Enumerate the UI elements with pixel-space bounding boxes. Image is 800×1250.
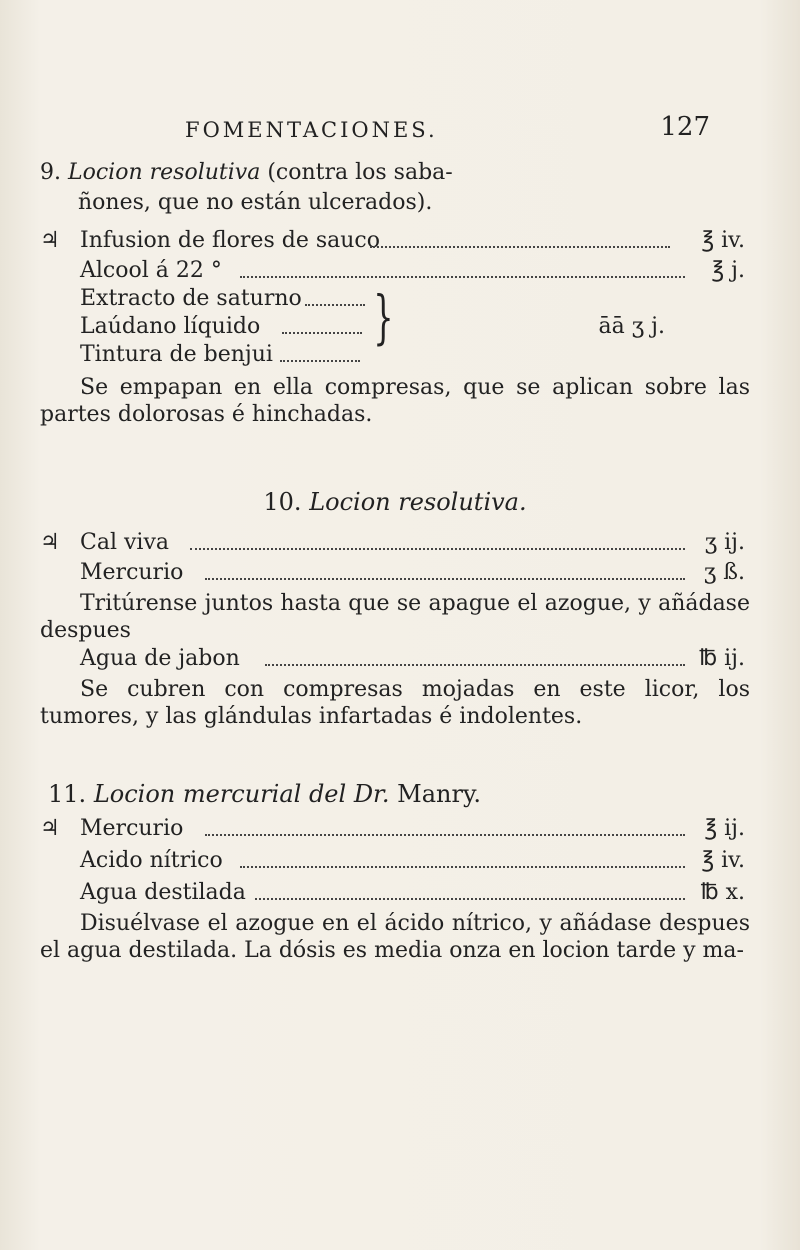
ingredient-quantity: ℔ ij.: [699, 646, 745, 671]
ingredient-name: Agua destilada: [80, 880, 246, 905]
leader-dots: [240, 848, 685, 868]
recipe-title: Locion resolutiva: [68, 160, 261, 185]
ingredient-name: Agua de jabon: [80, 646, 240, 671]
ingredient-name: Acido nítrico: [80, 848, 223, 873]
recipe-symbol: ♃: [40, 530, 60, 555]
recipe-number: 11.: [48, 780, 87, 808]
recipe-10-step: Tritúrense juntos hasta que se apague el azogue, y añádase despues: [40, 591, 750, 643]
recipe-11-heading: [48, 780, 481, 808]
ingredient-quantity: ℥ iv.: [701, 848, 745, 873]
recipe-author: Manry.: [397, 780, 481, 808]
recipe-10-heading: [40, 488, 750, 516]
ingredient-name: Extracto de saturno: [80, 286, 302, 311]
ingredient-name: Laúdano líquido: [80, 314, 261, 339]
recipe-title: Locion mercurial del Dr.: [93, 780, 390, 808]
recipe-number: 9.: [40, 160, 61, 185]
ingredient-name: Tintura de benjui: [80, 342, 273, 367]
ingredient-quantity: ℥ iv.: [701, 228, 745, 253]
ingredient-quantity: ℥ j.: [711, 258, 745, 283]
running-title: FOMENTACIONES.: [185, 118, 438, 142]
recipe-subtitle: (contra los saba-: [267, 160, 453, 185]
leader-dots: [305, 286, 365, 306]
leader-dots: [280, 342, 360, 362]
grouping-brace: }: [373, 283, 394, 351]
recipe-symbol: ♃: [40, 816, 60, 841]
ingredient-name: Mercurio: [80, 816, 184, 841]
ingredient-quantity: āā ʒ j.: [598, 314, 665, 339]
leader-dots: [205, 560, 685, 580]
ingredient-name: Cal viva: [80, 530, 169, 555]
leader-dots: [370, 228, 670, 248]
recipe-10-instruction: Se cubren con compresas mojadas en este licor, los tumores, y las glándulas infartadas é indolentes.: [40, 677, 750, 729]
ingredient-quantity: ʒ ß.: [703, 560, 745, 585]
recipe-number: 10.: [263, 488, 302, 516]
leader-dots: [205, 816, 685, 836]
recipe-9-heading: [40, 160, 453, 185]
ingredient-name: Infusion de flores de sauco: [80, 228, 380, 253]
leader-dots: [190, 530, 685, 550]
leader-dots: [255, 880, 685, 900]
leader-dots: [265, 646, 685, 666]
recipe-9-subtitle-cont: ñones, que no están ulcerados).: [78, 190, 433, 215]
recipe-9-instruction: Se empapan en ella compresas, que se aplican sobre las partes dolorosas é hinchadas.: [40, 375, 750, 427]
ingredient-name: Mercurio: [80, 560, 184, 585]
recipe-11-instruction: Disuélvase el azogue en el ácido nítrico, y añádase despues el agua destilada. La dósis es media onza en locion tarde y ma-: [40, 911, 750, 963]
ingredient-quantity: ʒ ij.: [704, 530, 745, 555]
page-body: [40, 140, 760, 1140]
recipe-symbol: ♃: [40, 228, 60, 253]
ingredient-quantity: ℥ ij.: [704, 816, 745, 841]
leader-dots: [240, 258, 685, 278]
page-number: 127: [660, 112, 710, 142]
ingredient-name: Alcool á 22 °: [80, 258, 222, 283]
leader-dots: [282, 314, 362, 334]
ingredient-quantity: ℔ x.: [700, 880, 745, 905]
recipe-title: Locion resolutiva.: [309, 488, 527, 516]
